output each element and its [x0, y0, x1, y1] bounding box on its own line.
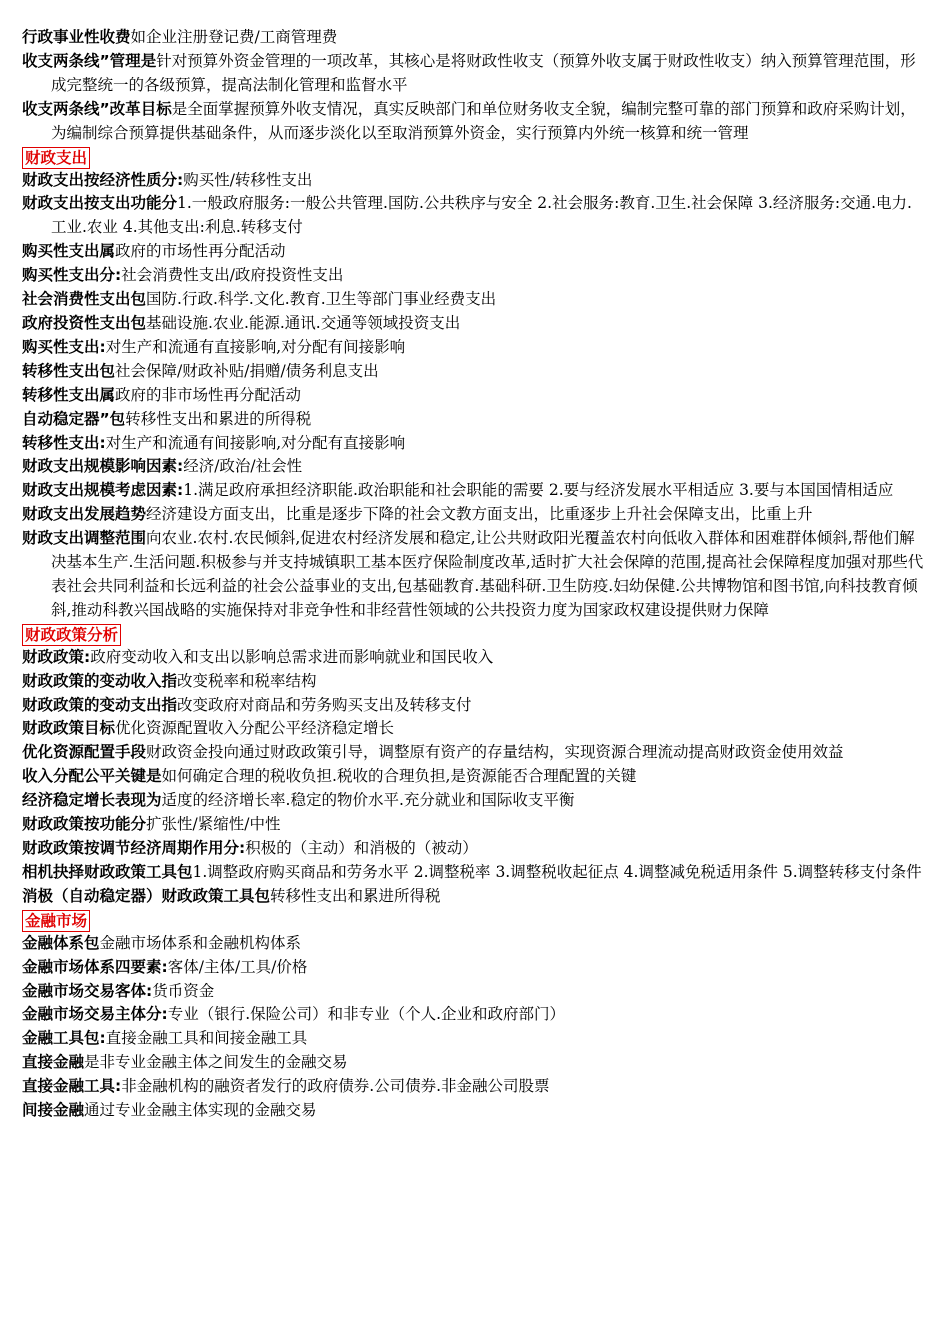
entry-text: 货币资金 [152, 981, 215, 1000]
entry [22, 1051, 927, 1075]
entry [22, 741, 927, 765]
entry [22, 384, 927, 408]
entry-term: 自动稳定器”包 [22, 409, 126, 428]
entry-text: 1.调整政府购买商品和劳务水平 2.调整税率 3.调整税收起征点 4.调整减免税适用条件 5.调整转移支付条件 [192, 862, 922, 881]
entry-term: 相机抉择财政政策工具包 [22, 862, 193, 881]
entry-text: 基础设施.农业.能源.通讯.交通等领域投资支出 [146, 313, 461, 332]
entry-text: 通过专业金融主体实现的金融交易 [84, 1101, 317, 1120]
entry-text: 针对预算外资金管理的一项改革，其核心是将财政性收支（预算外收支属于财政性收支）纳入预算管理范围，形成完整统一的各级预算，提高法制化管理和监督水平 [51, 51, 916, 94]
entry-term: 优化资源配置手段 [22, 743, 147, 762]
entry-term: 金融工具包: [22, 1029, 106, 1048]
entry [22, 26, 927, 50]
entry [22, 1027, 927, 1051]
entry [22, 1075, 927, 1099]
entry [22, 980, 927, 1004]
entry-text: 购买性/转移性支出 [183, 170, 313, 189]
entry-text: 改变政府对商品和劳务购买支出及转移支付 [177, 695, 472, 714]
entry-term: 转移性支出: [22, 433, 106, 452]
document-page [22, 26, 927, 1123]
entry-term: 直接金融 [22, 1053, 85, 1072]
entry-text: 社会消费性支出/政府投资性支出 [121, 266, 344, 285]
entry [22, 694, 927, 718]
entry-term: 购买性支出属 [22, 242, 116, 261]
entry-text: 优化资源配置收入分配公平经济稳定增长 [115, 719, 395, 738]
entry [22, 240, 927, 264]
entry-term: 收支两条线”改革目标 [22, 99, 172, 118]
entry-term: 金融市场交易客体: [22, 981, 153, 1000]
section-heading [22, 624, 927, 646]
section-top [22, 26, 927, 146]
entry-text: 适度的经济增长率.稳定的物价水平.充分就业和国际收支平衡 [161, 791, 575, 810]
section-heading-label: 金融市场 [22, 910, 90, 932]
section-heading [22, 147, 927, 169]
entry [22, 336, 927, 360]
entry [22, 288, 927, 312]
entry-text: 社会保障/财政补贴/捐赠/债务利息支出 [115, 361, 379, 380]
entry-term: 金融市场交易主体分: [22, 1005, 168, 1024]
entry-term: 收支两条线”管理是 [22, 51, 157, 70]
entry-text: 非金融机构的融资者发行的政府债券.公司债券.非金融公司股票 [121, 1077, 550, 1096]
entry [22, 479, 927, 503]
entry-text: 政府的非市场性再分配活动 [115, 385, 302, 404]
entry-term: 财政政策的变动收入指 [22, 671, 178, 690]
entry [22, 408, 927, 432]
entry-text: 向农业.农村.农民倾斜,促进农村经济发展和稳定,让公共财政阳光覆盖农村向低收入群体和困难群体倾斜,帮他们解决基本生产.生活问题.积极参与并支持城镇职工基本医疗保险制度改革,适时扩大社会保障的范围,提高社会保障程度加强对那些代表社会共同利益和长远利益的社会公益事业的支出,包基础教育.基础科研.卫生防疫.妇幼保健.公共博物馆和图书馆,向科技教育倾斜,推动科教兴国战略的实施保持对非竞争性和非经营性领域的公共投资力度为国家政权建设提供财力保障 [51, 529, 924, 619]
entry-term: 财政支出调整范围 [22, 529, 147, 548]
entry-text: 如企业注册登记费/工商管理费 [130, 28, 338, 46]
entry-term: 间接金融 [22, 1101, 85, 1120]
entry-text: 如何确定合理的税收负担.税收的合理负担,是资源能否合理配置的关键 [161, 767, 637, 786]
entry-term: 财政支出规模影响因素: [22, 457, 184, 476]
entry [22, 861, 927, 885]
entry [22, 503, 927, 527]
entry-term: 金融体系包 [22, 933, 100, 952]
entry-term: 转移性支出属 [22, 385, 116, 404]
entry [22, 169, 927, 193]
section-policy [22, 624, 927, 909]
entry [22, 956, 927, 980]
section-heading-label: 财政支出 [22, 147, 90, 169]
entry-text: 政府变动收入和支出以影响总需求进而影响就业和国民收入 [90, 647, 494, 666]
entry-term: 政府投资性支出包 [22, 313, 147, 332]
entry-text: 经济/政治/社会性 [183, 457, 303, 476]
entry-text: 直接金融工具和间接金融工具 [105, 1029, 308, 1048]
entry [22, 885, 927, 909]
entry-text: 转移性支出和累进所得税 [270, 886, 441, 905]
entry-term: 财政政策按调节经济周期作用分: [22, 839, 246, 857]
entry-text: 1.满足政府承担经济职能.政治职能和社会职能的需要 2.要与经济发展水平相适应 3.要与本国国情相适应 [183, 481, 894, 500]
entry-text: 是非专业金融主体之间发生的金融交易 [84, 1053, 348, 1072]
entry-term: 行政事业性收费 [22, 28, 131, 46]
entry [22, 765, 927, 789]
entry-term: 财政政策目标 [22, 719, 116, 738]
entry-text: 专业（银行.保险公司）和非专业（个人.企业和政府部门） [167, 1005, 566, 1024]
entry [22, 360, 927, 384]
entry-term: 经济稳定增长表现为 [22, 791, 162, 810]
entry-text: 金融市场体系和金融机构体系 [99, 933, 302, 952]
entry-text: 1.一般政府服务:一般公共管理.国防.公共秩序与安全 2.社会服务:教育.卫生.社会保障 3.经济服务:交通.电力.工业.农业 4.其他支出:利息.转移支付 [51, 194, 912, 237]
entry-term: 财政政策的变动支出指 [22, 695, 178, 714]
entry-term: 转移性支出包 [22, 361, 116, 380]
entry-term: 财政支出发展趋势 [22, 505, 147, 524]
entry [22, 1099, 927, 1123]
entry [22, 192, 927, 240]
entry [22, 455, 927, 479]
entry-text: 财政资金投向通过财政政策引导，调整原有资产的存量结构，实现资源合理流动提高财政资金使用效益 [146, 743, 844, 762]
entry [22, 646, 927, 670]
entry [22, 432, 927, 456]
section-heading [22, 910, 927, 932]
entry [22, 789, 927, 813]
entry-text: 对生产和流通有间接影响,对分配有直接影响 [105, 433, 406, 452]
entry-text: 国防.行政.科学.文化.教育.卫生等部门事业经费支出 [146, 290, 497, 309]
entry-term: 收入分配公平关键是 [22, 767, 162, 786]
entry-text: 是全面掌握预算外收支情况，真实反映部门和单位财务收支全貌，编制完整可靠的部门预算和政府采购计划，为编制综合预算提供基础条件，从而逐步淡化以至取消预算外资金，实行预算内外统一核算和统一管理 [51, 99, 916, 142]
entry-text: 政府的市场性再分配活动 [115, 242, 286, 261]
entry-term: 财政政策: [22, 647, 91, 666]
entry-term: 购买性支出: [22, 337, 106, 356]
entry [22, 98, 927, 146]
entry-text: 扩张性/紧缩性/中性 [146, 815, 281, 834]
entry-term: 社会消费性支出包 [22, 290, 147, 309]
entry-term: 金融市场体系四要素: [22, 957, 168, 976]
entry [22, 932, 927, 956]
section-market [22, 910, 927, 1123]
entry-term: 财政支出按经济性质分: [22, 170, 184, 189]
entry-term: 财政支出按支出功能分 [22, 194, 178, 213]
entry [22, 527, 927, 623]
entry [22, 837, 927, 861]
entry-text: 积极的（主动）和消极的（被动） [245, 839, 478, 857]
entry [22, 264, 927, 288]
entry-text: 对生产和流通有直接影响,对分配有间接影响 [105, 337, 406, 356]
entry-text: 改变税率和税率结构 [177, 671, 317, 690]
entry [22, 50, 927, 98]
entry [22, 670, 927, 694]
entry [22, 813, 927, 837]
entry-text: 经济建设方面支出，比重是逐步下降的社会文教方面支出，比重逐步上升社会保障支出，比重上升 [146, 505, 813, 524]
entry-term: 消极（自动稳定器）财政政策工具包 [22, 886, 271, 905]
entry-term: 财政政策按功能分 [22, 815, 147, 834]
entry [22, 717, 927, 741]
entry-text: 转移性支出和累进的所得税 [125, 409, 312, 428]
entry [22, 312, 927, 336]
entry [22, 1003, 927, 1027]
section-expenditure [22, 147, 927, 623]
entry-text: 客体/主体/工具/价格 [167, 957, 308, 976]
section-heading-label: 财政政策分析 [22, 624, 121, 646]
entry-term: 财政支出规模考虑因素: [22, 481, 184, 500]
entry-term: 直接金融工具: [22, 1077, 122, 1096]
entry-term: 购买性支出分: [22, 266, 122, 285]
